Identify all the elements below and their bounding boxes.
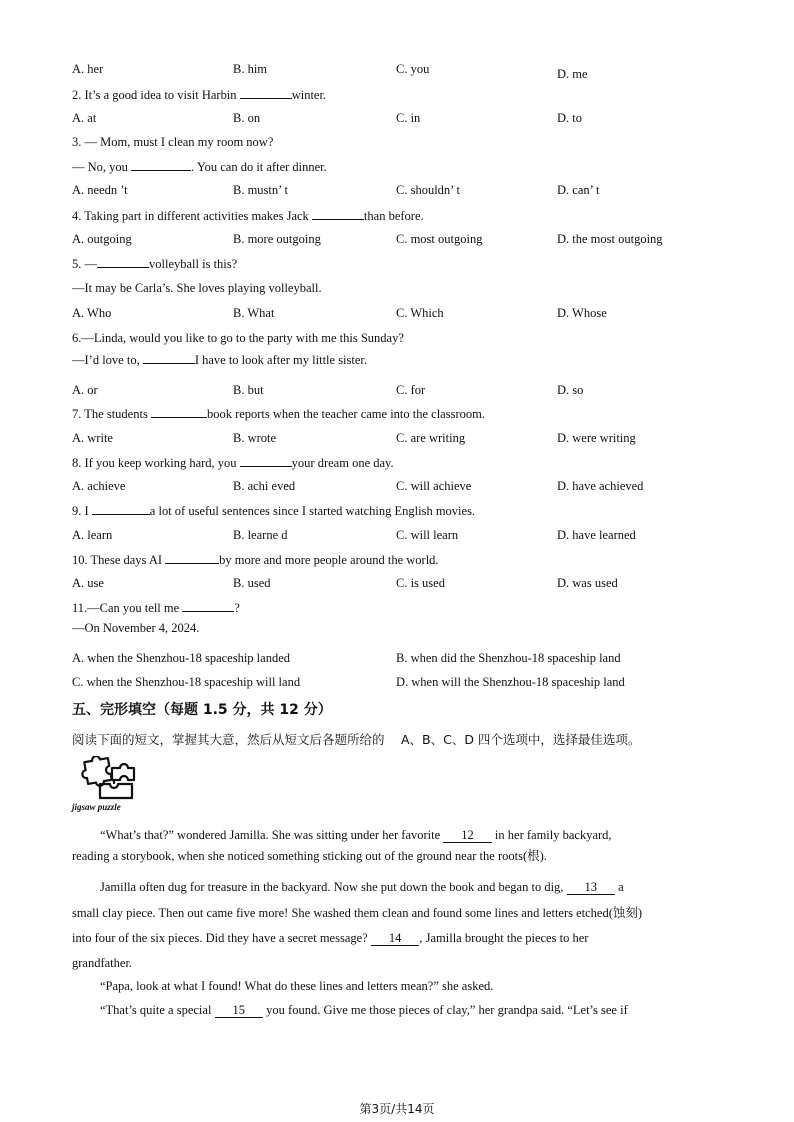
passage-line (100, 879, 750, 895)
q6-option-d: D. so (557, 383, 584, 397)
q9-stem-text: 9. I (72, 504, 92, 518)
q4-option-a: A. outgoing (72, 232, 132, 246)
q11-stem (72, 599, 240, 616)
blank-15: 15 (215, 1004, 264, 1018)
q5-reply: —It may be Carla’s. She loves playing volleyball. (72, 281, 322, 295)
q11-blank (182, 599, 234, 612)
q9-stem (72, 502, 475, 519)
section-heading: 五、完形填空（每题 1.5 分，共 12 分） (72, 702, 332, 718)
q4-stem-text-end: than before. (363, 209, 424, 223)
q8-blank (240, 454, 292, 467)
q11-option-c: C. when the Shenzhou-18 spaceship will land (72, 675, 301, 689)
passage-line: reading a storybook, when she noticed something sticking out of the ground near the roots(根). (72, 849, 547, 863)
q10-option-a: A. use (72, 576, 104, 590)
q1-option-a: A. her (72, 62, 104, 76)
q6-reply-text-end: I have to look after my little sister. (194, 353, 368, 367)
jigsaw-puzzle-icon (78, 756, 138, 802)
q2-stem-text: 2. It’s a good idea to visit Harbin (72, 88, 240, 102)
q11-stem-text: 11.—Can you tell me (72, 601, 183, 615)
q8-stem-text-end: your dream one day. (291, 456, 394, 470)
q9-blank (92, 502, 150, 515)
q5-stem-text-end: volleyball is this? (149, 257, 238, 271)
q3-reply-text: — No, you (72, 160, 132, 174)
passage-line (100, 827, 750, 843)
q9-option-b: B. learne d (233, 528, 288, 542)
q5-option-a: A. Who (72, 306, 112, 320)
blank-14: 14 (371, 932, 420, 946)
q3-option-d: D. can’ t (557, 183, 600, 197)
q7-option-c: C. are writing (396, 431, 466, 445)
q3-option-a: A. needn ’t (72, 183, 128, 197)
passage-text: , Jamilla brought the pieces to her (419, 931, 589, 945)
q3-reply (72, 158, 327, 175)
q6-reply (72, 351, 367, 368)
passage-line (100, 1002, 750, 1018)
passage-text: Jamilla often dug for treasure in the backyard. Now she put down the book and began to dig, (100, 880, 567, 894)
blank-12: 12 (443, 829, 492, 843)
q7-stem (72, 405, 485, 422)
q10-stem (72, 551, 439, 568)
q7-option-b: B. wrote (233, 431, 277, 445)
page-number: 第3页/共14页 (359, 1102, 435, 1116)
passage-text: in her family backyard, (491, 828, 612, 842)
q4-stem-text: 4. Taking part in different activities makes Jack (72, 209, 312, 223)
passage-text: you found. Give me those pieces of clay,” her grandpa said. “Let’s see if (263, 1003, 628, 1017)
q10-blank (165, 551, 219, 564)
q11-option-d: D. when will the Shenzhou-18 spaceship land (396, 675, 625, 689)
q5-option-d: D. Whose (557, 306, 607, 320)
q6-blank (143, 351, 195, 364)
q1-option-b: B. him (233, 62, 268, 76)
q11-stem-text-end: ? (234, 601, 240, 615)
q10-option-c: C. is used (396, 576, 445, 590)
q9-stem-text-end: a lot of useful sentences since I started watching English movies. (149, 504, 476, 518)
q8-option-d: D. have achieved (557, 479, 644, 493)
passage-line: grandfather. (72, 956, 133, 970)
q10-option-b: B. used (233, 576, 271, 590)
q6-option-b: B. but (233, 383, 264, 397)
q9-option-d: D. have learned (557, 528, 636, 542)
q4-blank (312, 207, 364, 220)
section-instruction: 阅读下面的短文，掌握其大意，然后从短文后各题所给的 A、B、C、D 四个选项中，选择最佳选项。 (72, 732, 641, 747)
q8-option-a: A. achieve (72, 479, 126, 493)
q10-option-d: D. was used (557, 576, 618, 590)
q6-reply-text: —I’d love to, (72, 353, 143, 367)
q3-reply-text-end: . You can do it after dinner. (191, 160, 327, 174)
q2-stem-text-end: winter. (291, 88, 327, 102)
q1-option-d: D. me (557, 67, 588, 81)
q2-option-d: D. to (557, 111, 582, 125)
q5-blank (97, 255, 149, 268)
q5-stem (72, 255, 237, 272)
q2-option-b: B. on (233, 111, 261, 125)
q9-option-c: C. will learn (396, 528, 459, 542)
q2-option-a: A. at (72, 111, 97, 125)
puzzle-caption: jigsaw puzzle (72, 802, 121, 812)
q4-option-b: B. more outgoing (233, 232, 321, 246)
q7-stem-text-end: book reports when the teacher came into the classroom. (206, 407, 485, 421)
q7-option-a: A. write (72, 431, 113, 445)
passage-line: “Papa, look at what I found! What do these lines and letters mean?” she asked. (100, 979, 494, 993)
q4-option-d: D. the most outgoing (557, 232, 663, 246)
q4-option-c: C. most outgoing (396, 232, 483, 246)
q7-blank (151, 405, 207, 418)
passage-line: small clay piece. Then out came five more! She washed them clean and found some lines and letters etched(蚀刻) (72, 906, 643, 920)
q2-blank (240, 86, 292, 99)
q3-stem: 3. — Mom, must I clean my room now? (72, 135, 274, 149)
q1-option-c: C. you (396, 62, 430, 76)
q11-option-a: A. when the Shenzhou-18 spaceship landed (72, 651, 290, 665)
q11-reply: —On November 4, 2024. (72, 621, 200, 635)
q5-option-b: B. What (233, 306, 275, 320)
q3-option-b: B. mustn’ t (233, 183, 288, 197)
q8-option-c: C. will achieve (396, 479, 472, 493)
q2-stem (72, 86, 326, 103)
q11-option-b: B. when did the Shenzhou-18 spaceship land (396, 651, 621, 665)
q9-option-a: A. learn (72, 528, 113, 542)
q5-stem-text: 5. — (72, 257, 97, 271)
q7-stem-text: 7. The students (72, 407, 151, 421)
q3-blank (131, 158, 191, 171)
q10-stem-text-end: by more and more people around the world. (219, 553, 439, 567)
q6-option-a: A. or (72, 383, 98, 397)
passage-text: into four of the six pieces. Did they have a secret message? (72, 931, 371, 945)
q2-option-c: C. in (396, 111, 421, 125)
blank-13: 13 (567, 881, 616, 895)
q8-stem (72, 454, 394, 471)
passage-line (72, 930, 722, 946)
passage-text: a (615, 880, 624, 894)
q6-option-c: C. for (396, 383, 426, 397)
q5-option-c: C. Which (396, 306, 444, 320)
q6-stem: 6.—Linda, would you like to go to the party with me this Sunday? (72, 331, 404, 345)
q4-stem (72, 207, 424, 224)
q10-stem-text: 10. These days AI (72, 553, 166, 567)
passage-text: “What’s that?” wondered Jamilla. She was sitting under her favorite (100, 828, 444, 842)
passage-text: “That’s quite a special (100, 1003, 215, 1017)
q3-option-c: C. shouldn’ t (396, 183, 461, 197)
q8-stem-text: 8. If you keep working hard, you (72, 456, 240, 470)
q8-option-b: B. achi eved (233, 479, 296, 493)
q7-option-d: D. were writing (557, 431, 636, 445)
